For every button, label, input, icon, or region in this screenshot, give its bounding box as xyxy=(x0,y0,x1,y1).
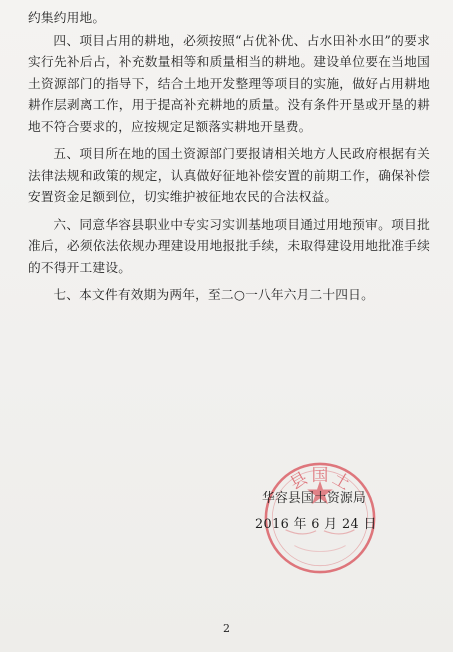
paragraph-item-6: 六、同意华容县职业中专实习实训基地项目通过用地预审。项目批准后，必须依法依规办理建设用地报批手续，未取得建设用地批准手续的不得开工建设。 xyxy=(28,216,430,275)
paragraph-item-5: 五、项目所在地的国土资源部门要报请相关地方人民政府根据有关法律法规和政策的规定，认真做好征地补偿安置的前期工作，确保补偿安置资金足额到位，切实维护被征地农民的合法权益。 xyxy=(28,146,430,204)
paragraph-lead-line: 约集约用地。 xyxy=(28,10,106,25)
paragraph-item-7: 七、本文件有效期为两年，至二○一八年六月二十四日。 xyxy=(53,287,374,302)
document-body xyxy=(28,0,430,306)
paragraph-item-4: 四、项目占用的耕地，必须按照“占优补优、占水田补水田”的要求实行先补后占，补充数量相等和质量相当的耕地。建设单位要在当地国土资源部门的指导下，结合土地开发整理等项目的实施，做好占用耕地耕作层剥离工作，用于提高补充耕地的质量。没有条件开垦或开垦的耕地不符合要求的，应按规定足额落实耕地开垦费。 xyxy=(28,32,430,134)
signature-date: 2016 年 6 月 24 日 xyxy=(255,517,377,532)
svg-text:土: 土 xyxy=(329,467,354,494)
svg-text:县: 县 xyxy=(286,467,311,494)
svg-text:国: 国 xyxy=(311,464,329,485)
page-number: 2 xyxy=(223,622,230,635)
signature-organization: 华容县国土资源局 xyxy=(262,491,366,506)
